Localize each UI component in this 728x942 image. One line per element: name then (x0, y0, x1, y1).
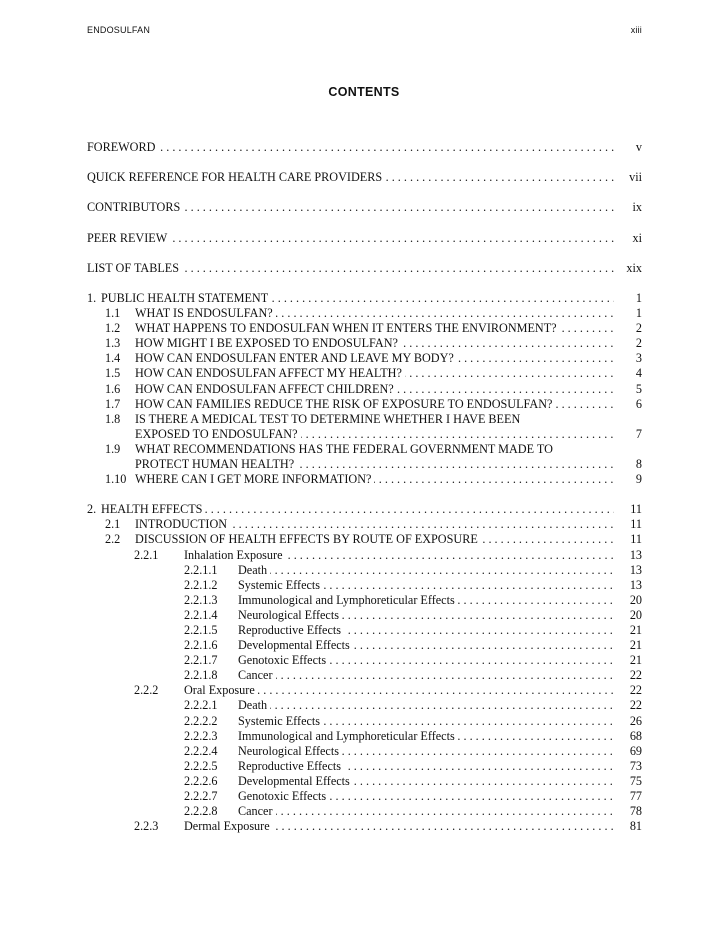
toc-entry-title: DISCUSSION OF HEALTH EFFECTS BY ROUTE OF EXPOSURE (135, 532, 481, 546)
toc-entry-page-number: 1 (618, 291, 642, 306)
toc-entry[interactable] (87, 517, 642, 532)
toc-entry-leader (184, 819, 614, 834)
toc-entry-page-number: 8 (618, 457, 642, 472)
toc-entry-leader (238, 563, 614, 578)
toc-entry-leader (135, 351, 614, 366)
toc-entry[interactable] (87, 442, 642, 457)
toc-entry[interactable] (87, 698, 642, 713)
toc-entry[interactable] (87, 548, 642, 563)
toc-entry-number: 1.5 (105, 366, 121, 381)
toc-spacer (87, 246, 642, 261)
toc-entry-title: Immunological and Lymphoreticular Effects (238, 593, 458, 607)
toc-entry-title: Neurological Effects (238, 608, 342, 622)
toc-entry-leader (101, 502, 614, 517)
toc-entry-leader (238, 789, 614, 804)
toc-entry-page-number: 81 (618, 819, 642, 834)
toc-entry-leader (238, 668, 614, 683)
toc-entry-leader (135, 472, 614, 487)
toc-entry-page-number: 7 (618, 427, 642, 442)
toc-entry-page-number: 26 (618, 714, 642, 729)
toc-entry-title: Cancer (238, 804, 276, 818)
toc-spacer (87, 215, 642, 230)
toc-entry[interactable] (87, 472, 642, 487)
toc-entry-title: LIST OF TABLES (87, 261, 182, 275)
toc-entry-title: Reproductive Effects (238, 623, 344, 637)
toc-entry-page-number: 22 (618, 683, 642, 698)
toc-entry-page-number: 77 (618, 789, 642, 804)
toc-entry-title: HOW MIGHT I BE EXPOSED TO ENDOSULFAN? (135, 336, 401, 350)
toc-entry[interactable] (87, 140, 642, 155)
toc-entry-number: 1.2 (105, 321, 121, 336)
toc-entry-leader (238, 608, 614, 623)
toc-entry-leader (135, 321, 614, 336)
toc-entry-page-number: 21 (618, 638, 642, 653)
toc-entry-page-number: 2 (618, 336, 642, 351)
toc-entry-title: Cancer (238, 668, 276, 682)
toc-entry-number: 2. (87, 502, 97, 517)
toc-spacer (87, 155, 642, 170)
toc-entry-page-number: 13 (618, 578, 642, 593)
toc-entry-leader (238, 638, 614, 653)
toc-entry[interactable] (87, 683, 642, 698)
toc-entry[interactable] (87, 653, 642, 668)
toc-entry[interactable] (87, 306, 642, 321)
toc-entry-number: 1.4 (105, 351, 121, 366)
toc-entry-number: 2.2.1 (134, 547, 159, 562)
table-of-contents (87, 140, 642, 834)
toc-entry-page-number: 9 (618, 472, 642, 487)
toc-entry-title: PEER REVIEW (87, 231, 170, 245)
toc-entry[interactable] (87, 412, 642, 427)
toc-entry[interactable] (87, 532, 642, 547)
toc-entry[interactable] (87, 336, 642, 351)
toc-entry-leader (135, 427, 614, 442)
toc-entry-page-number: 1 (618, 306, 642, 321)
toc-entry-number: 1. (87, 290, 97, 305)
toc-entry-page-number: 4 (618, 366, 642, 381)
toc-entry-title: Systemic Effects (238, 714, 323, 728)
toc-entry-number: 2.2.1.2 (184, 577, 218, 592)
toc-entry[interactable] (87, 789, 642, 804)
toc-entry[interactable] (87, 170, 642, 185)
toc-entry-title: Systemic Effects (238, 578, 323, 592)
toc-entry-page-number: 11 (618, 532, 642, 547)
toc-entry-number: 2.2.1.3 (184, 592, 218, 607)
toc-entry-page-number: 5 (618, 382, 642, 397)
toc-entry[interactable] (87, 623, 642, 638)
toc-entry-title: Death (238, 698, 270, 712)
toc-entry[interactable] (87, 668, 642, 683)
toc-entry-leader (101, 291, 614, 306)
toc-entry-title: Immunological and Lymphoreticular Effects (238, 729, 458, 743)
toc-entry-leader (135, 382, 614, 397)
toc-entry-title: PROTECT HUMAN HEALTH? (135, 457, 297, 471)
toc-entry[interactable] (87, 593, 642, 608)
toc-entry-leader (184, 683, 614, 698)
toc-entry-leader (87, 170, 614, 185)
toc-entry-title: Developmental Effects (238, 638, 353, 652)
toc-entry-leader (238, 593, 614, 608)
toc-entry-leader (238, 653, 614, 668)
toc-entry-title: FOREWORD (87, 140, 158, 154)
toc-entry[interactable] (87, 457, 642, 472)
toc-entry[interactable] (87, 397, 642, 412)
toc-entry-number: 2.2.1.7 (184, 653, 218, 668)
toc-entry-leader (238, 714, 614, 729)
toc-entry-title: Genotoxic Effects (238, 653, 329, 667)
toc-entry-page-number: 6 (618, 397, 642, 412)
toc-entry[interactable] (87, 200, 642, 215)
toc-entry[interactable] (87, 819, 642, 834)
toc-entry-title: HOW CAN ENDOSULFAN ENTER AND LEAVE MY BODY? (135, 351, 457, 365)
toc-entry-leader (135, 532, 614, 547)
toc-entry-number: 2.2.2 (134, 683, 159, 698)
toc-entry-leader (87, 231, 614, 246)
toc-entry-page-number: 21 (618, 653, 642, 668)
toc-entry[interactable] (87, 427, 642, 442)
toc-entry-leader (135, 397, 614, 412)
toc-entry-leader (135, 336, 614, 351)
toc-entry-leader (135, 412, 614, 427)
toc-entry[interactable] (87, 804, 642, 819)
toc-entry-title: IS THERE A MEDICAL TEST TO DETERMINE WHETHER I HAVE BEEN (135, 412, 523, 426)
toc-entry-title: HEALTH EFFECTS (101, 502, 205, 516)
toc-entry-page-number: 20 (618, 593, 642, 608)
toc-entry-title: WHAT RECOMMENDATIONS HAS THE FEDERAL GOVERNMENT MADE TO (135, 442, 556, 456)
toc-entry-title: HOW CAN FAMILIES REDUCE THE RISK OF EXPOSURE TO ENDOSULFAN? (135, 397, 555, 411)
toc-entry-number: 2.2.2.1 (184, 698, 218, 713)
toc-entry-page-number: xi (618, 231, 642, 246)
toc-entry[interactable] (87, 366, 642, 381)
toc-entry-number: 2.2.2.4 (184, 743, 218, 758)
toc-entry-leader (238, 774, 614, 789)
toc-entry-leader (87, 140, 614, 155)
toc-entry-leader (238, 578, 614, 593)
toc-entry[interactable] (87, 321, 642, 336)
toc-entry[interactable] (87, 351, 642, 366)
toc-entry-title: Reproductive Effects (238, 759, 344, 773)
toc-entry-title: QUICK REFERENCE FOR HEALTH CARE PROVIDERS (87, 170, 385, 184)
toc-entry-number: 1.9 (105, 441, 121, 456)
toc-entry-leader (87, 261, 614, 276)
toc-entry[interactable] (87, 578, 642, 593)
toc-spacer (87, 185, 642, 200)
toc-entry-leader (135, 442, 614, 457)
toc-entry-page-number: 2 (618, 321, 642, 336)
toc-entry-page-number: 13 (618, 548, 642, 563)
toc-entry-number: 2.1 (105, 517, 121, 532)
toc-entry-title: EXPOSED TO ENDOSULFAN? (135, 427, 301, 441)
toc-entry-page-number: 22 (618, 668, 642, 683)
toc-entry-leader (238, 804, 614, 819)
toc-entry-title: CONTRIBUTORS (87, 200, 183, 214)
toc-entry-page-number: 13 (618, 563, 642, 578)
toc-entry-title: Inhalation Exposure (184, 548, 286, 562)
toc-entry-title: Genotoxic Effects (238, 789, 329, 803)
toc-entry-page-number: xix (618, 261, 642, 276)
toc-entry-title: HOW CAN ENDOSULFAN AFFECT CHILDREN? (135, 382, 397, 396)
toc-entry-page-number: 75 (618, 774, 642, 789)
toc-entry-leader (135, 366, 614, 381)
toc-entry-number: 2.2.1.5 (184, 623, 218, 637)
toc-entry[interactable] (87, 774, 642, 789)
toc-entry-page-number: 78 (618, 804, 642, 819)
toc-entry[interactable] (87, 759, 642, 774)
toc-entry-leader (238, 623, 614, 638)
toc-entry-page-number: 69 (618, 744, 642, 759)
toc-entry-number: 2.2.2.3 (184, 728, 218, 743)
toc-entry-title: WHERE CAN I GET MORE INFORMATION? (135, 472, 374, 486)
toc-entry-leader (135, 306, 614, 321)
toc-entry-page-number: ix (618, 200, 642, 215)
toc-entry-number: 2.2.2.6 (184, 773, 218, 788)
toc-entry-leader (238, 759, 614, 774)
toc-entry-title: HOW CAN ENDOSULFAN AFFECT MY HEALTH? (135, 366, 405, 380)
toc-entry-title: WHAT HAPPENS TO ENDOSULFAN WHEN IT ENTERS THE ENVIRONMENT? (135, 321, 560, 335)
toc-entry-page-number: v (618, 140, 642, 155)
toc-entry[interactable] (87, 638, 642, 653)
toc-entry-number: 2.2.1.6 (184, 638, 218, 653)
toc-entry-number: 2.2.2.2 (184, 713, 218, 728)
toc-entry-title: INTRODUCTION (135, 517, 230, 531)
toc-entry-leader (87, 200, 614, 215)
running-header-page-number: xiii (630, 25, 642, 35)
toc-entry-number: 2.2.2.5 (184, 758, 218, 773)
toc-entry-title: Oral Exposure (184, 683, 258, 697)
toc-entry-page-number: 20 (618, 608, 642, 623)
toc-entry-number: 2.2.2.8 (184, 804, 218, 819)
toc-entry-number: 1.6 (105, 381, 121, 396)
running-header-title: ENDOSULFAN (87, 25, 151, 35)
toc-entry-leader (238, 744, 614, 759)
toc-entry-number: 2.2.1.4 (184, 607, 218, 622)
toc-entry-page-number: 22 (618, 698, 642, 713)
toc-entry-number: 1.10 (105, 472, 127, 487)
toc-entry[interactable] (87, 729, 642, 744)
toc-spacer (87, 276, 642, 291)
toc-entry[interactable] (87, 231, 642, 246)
toc-entry-page-number: 11 (618, 502, 642, 517)
toc-entry-page-number: 3 (618, 351, 642, 366)
toc-entry-number: 1.7 (105, 396, 121, 411)
toc-entry-number: 2.2.1.1 (184, 562, 218, 577)
toc-entry-number: 2.2.1.8 (184, 668, 218, 683)
toc-spacer (87, 487, 642, 502)
toc-entry-number: 1.8 (105, 411, 121, 426)
toc-entry-page-number: 73 (618, 759, 642, 774)
page-title: CONTENTS (328, 85, 400, 99)
toc-entry-page-number: vii (618, 170, 642, 185)
toc-entry[interactable] (87, 744, 642, 759)
toc-entry[interactable] (87, 563, 642, 578)
toc-entry-leader (238, 729, 614, 744)
toc-entry-number: 2.2.2.7 (184, 789, 218, 804)
toc-entry[interactable] (87, 261, 642, 276)
toc-entry[interactable] (87, 714, 642, 729)
toc-entry[interactable] (87, 382, 642, 397)
toc-entry-number: 2.2.3 (134, 819, 159, 834)
toc-entry-number: 1.3 (105, 336, 121, 351)
toc-entry-page-number: 21 (618, 623, 642, 638)
toc-entry-page-number: 68 (618, 729, 642, 744)
toc-entry-title: Death (238, 563, 270, 577)
toc-entry-number: 1.1 (105, 306, 121, 321)
toc-entry[interactable] (87, 608, 642, 623)
toc-entry-title: WHAT IS ENDOSULFAN? (135, 306, 276, 320)
toc-entry-title: Developmental Effects (238, 774, 353, 788)
toc-entry-leader (184, 548, 614, 563)
toc-entry-title: Neurological Effects (238, 744, 342, 758)
toc-entry-title: PUBLIC HEALTH STATEMENT (101, 291, 271, 305)
toc-entry-page-number: 11 (618, 517, 642, 532)
toc-entry[interactable] (87, 291, 642, 306)
toc-entry[interactable] (87, 502, 642, 517)
toc-entry-leader (135, 457, 614, 472)
toc-entry-title: Dermal Exposure (184, 819, 273, 833)
toc-entry-number: 2.2 (105, 532, 121, 547)
toc-entry-leader (135, 517, 614, 532)
toc-entry-leader (238, 698, 614, 713)
